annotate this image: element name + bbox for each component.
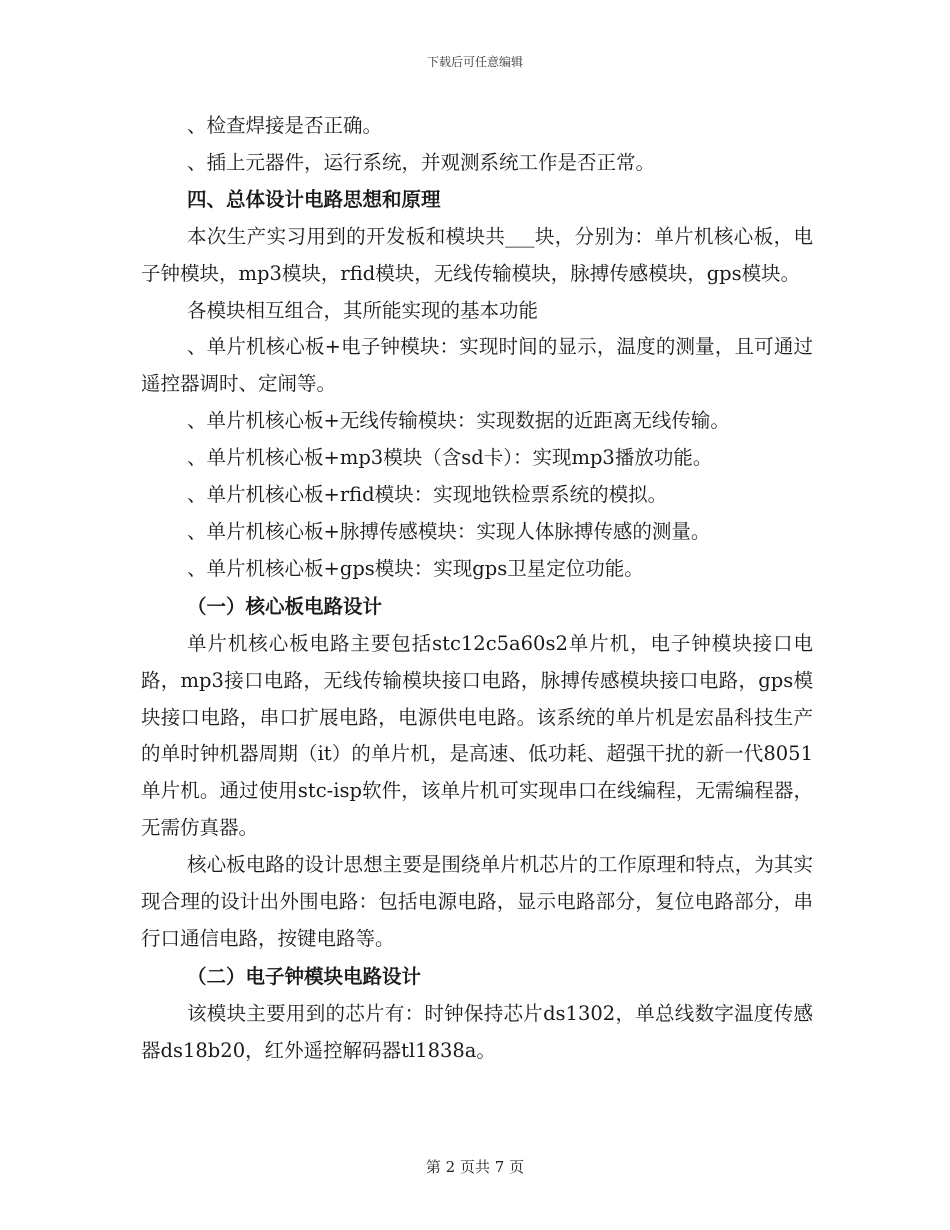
list-item-pulse-module: 、单片机核心板+脉搏传感模块：实现人体脉搏传感的测量。 [187,519,711,543]
page-footer: 第 2 页共 7 页 [425,1158,525,1176]
list-item-gps-module: 、单片机核心板+gps模块：实现gps卫星定位功能。 [187,556,644,580]
paragraph-clock-module-chips: 该模块主要用到的芯片有：时钟保持芯片ds1302，单总线数字温度传感器ds18b20，红外遥控解码器tl1838a。 [141,1001,813,1062]
document-body [141,108,813,1070]
subsection-heading-clock-module: （二）电子钟模块电路设计 [187,964,422,988]
list-item-wireless-module: 、单片机核心板+无线传输模块：实现数据的近距离无线传输。 [187,409,730,433]
list-item-rfid-module: 、单片机核心板+rfid模块：实现地铁检票系统的模拟。 [187,483,668,507]
list-item-clock-module: 、单片机核心板+电子钟模块：实现时间的显示，温度的测量，且可通过遥控器调时、定闹等。 [141,335,813,396]
paragraph-check-welding: 、检查焊接是否正确。 [187,114,383,137]
section-heading-four: 四、总体设计电路思想和原理 [187,187,441,211]
paragraph-insert-components: 、插上元器件，运行系统，并观测系统工作是否正常。 [187,150,656,174]
list-item-mp3-module: 、单片机核心板+mp3模块（含sd卡）：实现mp3播放功能。 [187,446,713,470]
paragraph-modules-overview: 本次生产实习用到的开发板和模块共___块，分别为：单片机核心板，电子钟模块，mp3模块，rfid模块，无线传输模块，脉搏传感模块，gps模块。 [141,224,813,285]
paragraph-core-board-design: 核心板电路的设计思想主要是围绕单片机芯片的工作原理和特点，为其实现合理的设计出外围电路：包括电源电路，显示电路部分，复位电路部分，串行口通信电路，按键电路等。 [141,853,813,950]
paragraph-core-board-circuit: 单片机核心板电路主要包括stc12c5a60s2单片机，电子钟模块接口电路，mp3接口电路，无线传输模块接口电路，脉搏传感模块接口电路，gps模块接口电路，串口扩展电路，电源供电电路。该系统的单片机是宏晶科技生产的单时钟机器周期（it）的单片机，是高速、低功耗、超强干扰的新一代8051单片机。通过使用stc-isp软件，该单片机可实现串口在线编程，无需编程器，无需仿真器。 [141,631,813,840]
paragraph-functions-intro: 各模块相互组合，其所能实现的基本功能 [187,298,539,322]
subsection-heading-core-board: （一）核心板电路设计 [187,594,383,618]
page-header: 下载后可任意编辑 [426,55,523,69]
